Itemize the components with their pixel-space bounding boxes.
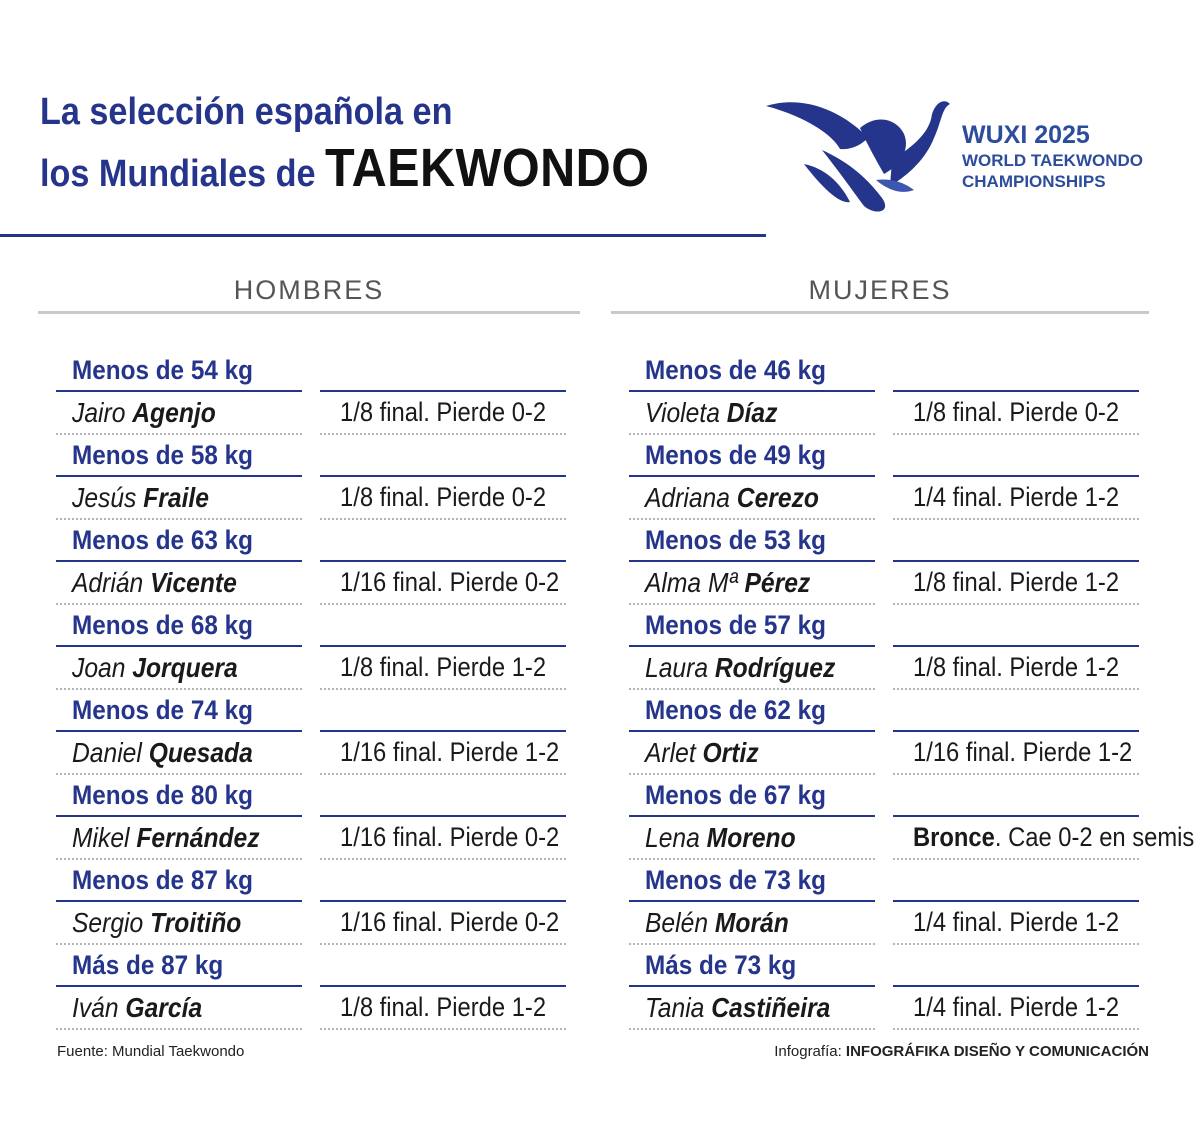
category-cell bbox=[629, 690, 875, 732]
result-cell bbox=[320, 903, 566, 945]
result-detail: 1/8 final. Pierde 1-2 bbox=[340, 652, 547, 682]
athlete-last-name: Jorquera bbox=[132, 652, 238, 683]
result-text bbox=[340, 397, 546, 428]
category-label: Menos de 46 kg bbox=[645, 355, 826, 385]
athlete-last-name: Cerezo bbox=[736, 482, 819, 513]
result-cell bbox=[893, 818, 1195, 860]
athlete-first-name: Arlet bbox=[645, 737, 696, 768]
athlete-name bbox=[645, 992, 830, 1024]
athlete-first-name: Joan bbox=[72, 652, 126, 683]
athlete-cell bbox=[629, 478, 875, 520]
athlete-first-name: Iván bbox=[72, 992, 119, 1023]
men-heading: HOMBRES bbox=[233, 275, 385, 305]
athlete-cell bbox=[56, 988, 302, 1030]
logo-line-3: CHAMPIONSHIPS bbox=[962, 172, 1106, 191]
result-text bbox=[913, 567, 1119, 598]
athlete-name bbox=[645, 397, 777, 429]
athlete-cell bbox=[629, 818, 875, 860]
athlete-first-name: Jairo bbox=[72, 397, 126, 428]
athlete-first-name: Belén bbox=[645, 907, 709, 938]
result-cell bbox=[893, 393, 1139, 435]
result-cell bbox=[320, 818, 566, 860]
category-label: Menos de 68 kg bbox=[72, 610, 253, 640]
category-spacer-cell bbox=[320, 520, 566, 562]
result-text bbox=[340, 482, 546, 513]
athlete-cell bbox=[629, 733, 875, 775]
category-label: Menos de 67 kg bbox=[645, 780, 826, 810]
result-text bbox=[340, 907, 559, 938]
athlete-cell bbox=[56, 478, 302, 520]
category-label: Menos de 73 kg bbox=[645, 865, 826, 895]
category-cell bbox=[629, 605, 875, 647]
athlete-last-name: Fraile bbox=[143, 482, 209, 513]
athlete-last-name: Fernández bbox=[136, 822, 260, 853]
category-row bbox=[611, 690, 1149, 775]
athlete-first-name: Alma Mª bbox=[645, 567, 738, 598]
result-detail: 1/16 final. Pierde 1-2 bbox=[340, 737, 560, 767]
athlete-cell bbox=[56, 648, 302, 690]
result-text bbox=[340, 737, 559, 768]
athlete-name bbox=[645, 907, 789, 939]
result-cell bbox=[893, 733, 1139, 775]
athlete-name bbox=[72, 992, 202, 1024]
athlete-cell bbox=[629, 563, 875, 605]
men-heading-rule bbox=[38, 311, 580, 314]
athlete-last-name: Ortiz bbox=[702, 737, 759, 768]
result-text bbox=[913, 822, 1194, 853]
category-row bbox=[611, 520, 1149, 605]
athlete-last-name: Vicente bbox=[150, 567, 237, 598]
result-text bbox=[340, 652, 546, 683]
source-note: Fuente: Mundial Taekwondo bbox=[57, 1043, 245, 1060]
athlete-first-name: Adrián bbox=[72, 567, 144, 598]
athlete-name bbox=[645, 737, 759, 769]
category-spacer-cell bbox=[893, 690, 1139, 732]
page-title bbox=[40, 84, 649, 202]
women-heading: MUJERES bbox=[808, 275, 952, 305]
athlete-last-name: Pérez bbox=[744, 567, 811, 598]
athlete-name bbox=[72, 482, 209, 514]
result-cell bbox=[893, 478, 1139, 520]
category-label: Menos de 54 kg bbox=[72, 355, 253, 385]
category-spacer-cell bbox=[893, 945, 1139, 987]
result-highlight: Bronce bbox=[913, 822, 995, 852]
category-spacer-cell bbox=[893, 435, 1139, 477]
athlete-cell bbox=[56, 563, 302, 605]
result-cell bbox=[893, 988, 1139, 1030]
athlete-name bbox=[645, 822, 796, 854]
category-spacer-cell bbox=[320, 605, 566, 647]
category-row bbox=[611, 945, 1149, 1030]
category-row bbox=[611, 605, 1149, 690]
athlete-last-name: Castiñeira bbox=[711, 992, 831, 1023]
result-cell bbox=[320, 563, 566, 605]
athlete-name bbox=[72, 737, 253, 769]
result-text bbox=[913, 737, 1132, 768]
athlete-name bbox=[72, 907, 241, 939]
category-cell bbox=[56, 605, 302, 647]
category-label: Menos de 87 kg bbox=[72, 865, 253, 895]
result-detail: 1/4 final. Pierde 1-2 bbox=[913, 907, 1120, 937]
result-cell bbox=[320, 478, 566, 520]
athlete-last-name: García bbox=[125, 992, 203, 1023]
title-highlight: TAEKWONDO bbox=[325, 138, 650, 198]
category-row bbox=[38, 690, 580, 775]
wuxi-2025-emblem-icon bbox=[764, 94, 950, 216]
category-label: Menos de 49 kg bbox=[645, 440, 826, 470]
athlete-last-name: Moreno bbox=[706, 822, 796, 853]
result-detail: 1/8 final. Pierde 0-2 bbox=[340, 397, 547, 427]
category-cell bbox=[56, 520, 302, 562]
category-cell bbox=[629, 775, 875, 817]
category-row bbox=[38, 945, 580, 1030]
category-row bbox=[38, 605, 580, 690]
women-column bbox=[611, 272, 1195, 1030]
men-rows bbox=[38, 350, 580, 1030]
category-label: Menos de 57 kg bbox=[645, 610, 826, 640]
category-cell bbox=[629, 520, 875, 562]
result-cell bbox=[320, 988, 566, 1030]
women-rows bbox=[611, 350, 1195, 1030]
result-text bbox=[913, 397, 1119, 428]
result-text bbox=[913, 652, 1119, 683]
category-cell bbox=[56, 690, 302, 732]
category-label: Más de 73 kg bbox=[645, 950, 797, 980]
athlete-last-name: Díaz bbox=[726, 397, 778, 428]
result-cell bbox=[893, 903, 1139, 945]
category-spacer-cell bbox=[893, 775, 1139, 817]
category-label: Menos de 62 kg bbox=[645, 695, 826, 725]
logo-line-2: WORLD TAEKWONDO bbox=[962, 151, 1143, 170]
category-cell bbox=[629, 945, 875, 987]
result-detail: 1/16 final. Pierde 0-2 bbox=[340, 907, 560, 937]
title-line-2 bbox=[40, 140, 649, 202]
category-row bbox=[38, 520, 580, 605]
result-text bbox=[340, 992, 546, 1023]
category-spacer-cell bbox=[320, 860, 566, 902]
credit-label: Infografía: bbox=[774, 1043, 846, 1060]
category-label: Más de 87 kg bbox=[72, 950, 224, 980]
category-label: Menos de 80 kg bbox=[72, 780, 253, 810]
athlete-cell bbox=[629, 903, 875, 945]
athlete-name bbox=[72, 397, 216, 429]
category-row bbox=[38, 350, 580, 435]
result-detail: . Cae 0-2 en semis bbox=[994, 822, 1195, 852]
result-detail: 1/16 final. Pierde 0-2 bbox=[340, 822, 560, 852]
athlete-name bbox=[645, 652, 835, 684]
athlete-first-name: Lena bbox=[645, 822, 700, 853]
category-cell bbox=[56, 860, 302, 902]
result-detail: 1/8 final. Pierde 1-2 bbox=[913, 567, 1120, 597]
athlete-cell bbox=[629, 988, 875, 1030]
title-line-1: La selección española en bbox=[40, 91, 453, 133]
category-row bbox=[38, 860, 580, 945]
category-spacer-cell bbox=[893, 860, 1139, 902]
event-logo-text bbox=[962, 123, 1143, 192]
result-detail: 1/8 final. Pierde 1-2 bbox=[913, 652, 1120, 682]
result-cell bbox=[320, 393, 566, 435]
category-spacer-cell bbox=[320, 945, 566, 987]
credit-name: INFOGRÁFIKA DISEÑO Y COMUNICACIÓN bbox=[845, 1043, 1149, 1060]
athlete-first-name: Violeta bbox=[645, 397, 720, 428]
category-row bbox=[38, 775, 580, 860]
category-spacer-cell bbox=[320, 775, 566, 817]
category-cell bbox=[629, 350, 875, 392]
athlete-name bbox=[645, 567, 810, 599]
category-cell bbox=[56, 435, 302, 477]
category-spacer-cell bbox=[320, 435, 566, 477]
result-detail: 1/16 final. Pierde 0-2 bbox=[340, 567, 560, 597]
category-row bbox=[611, 860, 1149, 945]
result-detail: 1/4 final. Pierde 1-2 bbox=[913, 992, 1120, 1022]
result-text bbox=[913, 992, 1119, 1023]
category-label: Menos de 74 kg bbox=[72, 695, 253, 725]
athlete-cell bbox=[629, 393, 875, 435]
athlete-cell bbox=[56, 393, 302, 435]
result-detail: 1/4 final. Pierde 1-2 bbox=[913, 482, 1120, 512]
category-row bbox=[611, 435, 1149, 520]
category-label: Menos de 53 kg bbox=[645, 525, 826, 555]
athlete-last-name: Troitiño bbox=[150, 907, 242, 938]
title-underline bbox=[0, 234, 766, 237]
category-spacer-cell bbox=[893, 520, 1139, 562]
category-spacer-cell bbox=[893, 605, 1139, 647]
athlete-first-name: Jesús bbox=[72, 482, 137, 513]
athlete-cell bbox=[629, 648, 875, 690]
category-cell bbox=[56, 945, 302, 987]
result-detail: 1/8 final. Pierde 0-2 bbox=[340, 482, 547, 512]
category-spacer-cell bbox=[893, 350, 1139, 392]
athlete-last-name: Agenjo bbox=[132, 397, 216, 428]
result-detail: 1/8 final. Pierde 0-2 bbox=[913, 397, 1120, 427]
category-label: Menos de 58 kg bbox=[72, 440, 253, 470]
result-cell bbox=[893, 563, 1139, 605]
athlete-last-name: Morán bbox=[714, 907, 789, 938]
result-detail: 1/8 final. Pierde 1-2 bbox=[340, 992, 547, 1022]
result-cell bbox=[320, 733, 566, 775]
athlete-first-name: Tania bbox=[645, 992, 705, 1023]
logo-line-1: WUXI 2025 bbox=[962, 121, 1090, 149]
athlete-first-name: Mikel bbox=[72, 822, 130, 853]
category-spacer-cell bbox=[320, 690, 566, 732]
athlete-last-name: Rodríguez bbox=[714, 652, 836, 683]
category-cell bbox=[629, 860, 875, 902]
result-cell bbox=[893, 648, 1139, 690]
credit-note bbox=[774, 1043, 1149, 1060]
category-cell bbox=[56, 350, 302, 392]
athlete-name bbox=[72, 652, 238, 684]
category-cell bbox=[56, 775, 302, 817]
athlete-name bbox=[645, 482, 819, 514]
result-cell bbox=[320, 648, 566, 690]
athlete-cell bbox=[56, 733, 302, 775]
athlete-cell bbox=[56, 903, 302, 945]
category-row bbox=[611, 775, 1195, 860]
category-cell bbox=[629, 435, 875, 477]
result-text bbox=[340, 567, 559, 598]
category-label: Menos de 63 kg bbox=[72, 525, 253, 555]
result-detail: 1/16 final. Pierde 1-2 bbox=[913, 737, 1133, 767]
category-row bbox=[38, 435, 580, 520]
athlete-name bbox=[72, 567, 237, 599]
result-text bbox=[913, 907, 1119, 938]
result-text bbox=[340, 822, 559, 853]
result-text bbox=[913, 482, 1119, 513]
athlete-name bbox=[72, 822, 260, 854]
women-heading-rule bbox=[611, 311, 1149, 314]
athlete-first-name: Laura bbox=[645, 652, 709, 683]
athlete-cell bbox=[56, 818, 302, 860]
athlete-first-name: Sergio bbox=[72, 907, 144, 938]
category-spacer-cell bbox=[320, 350, 566, 392]
title-line-2-text: los Mundiales de bbox=[40, 153, 316, 195]
athlete-last-name: Quesada bbox=[148, 737, 253, 768]
athlete-first-name: Adriana bbox=[645, 482, 730, 513]
men-column bbox=[38, 272, 580, 1030]
athlete-first-name: Daniel bbox=[72, 737, 142, 768]
category-row bbox=[611, 350, 1149, 435]
